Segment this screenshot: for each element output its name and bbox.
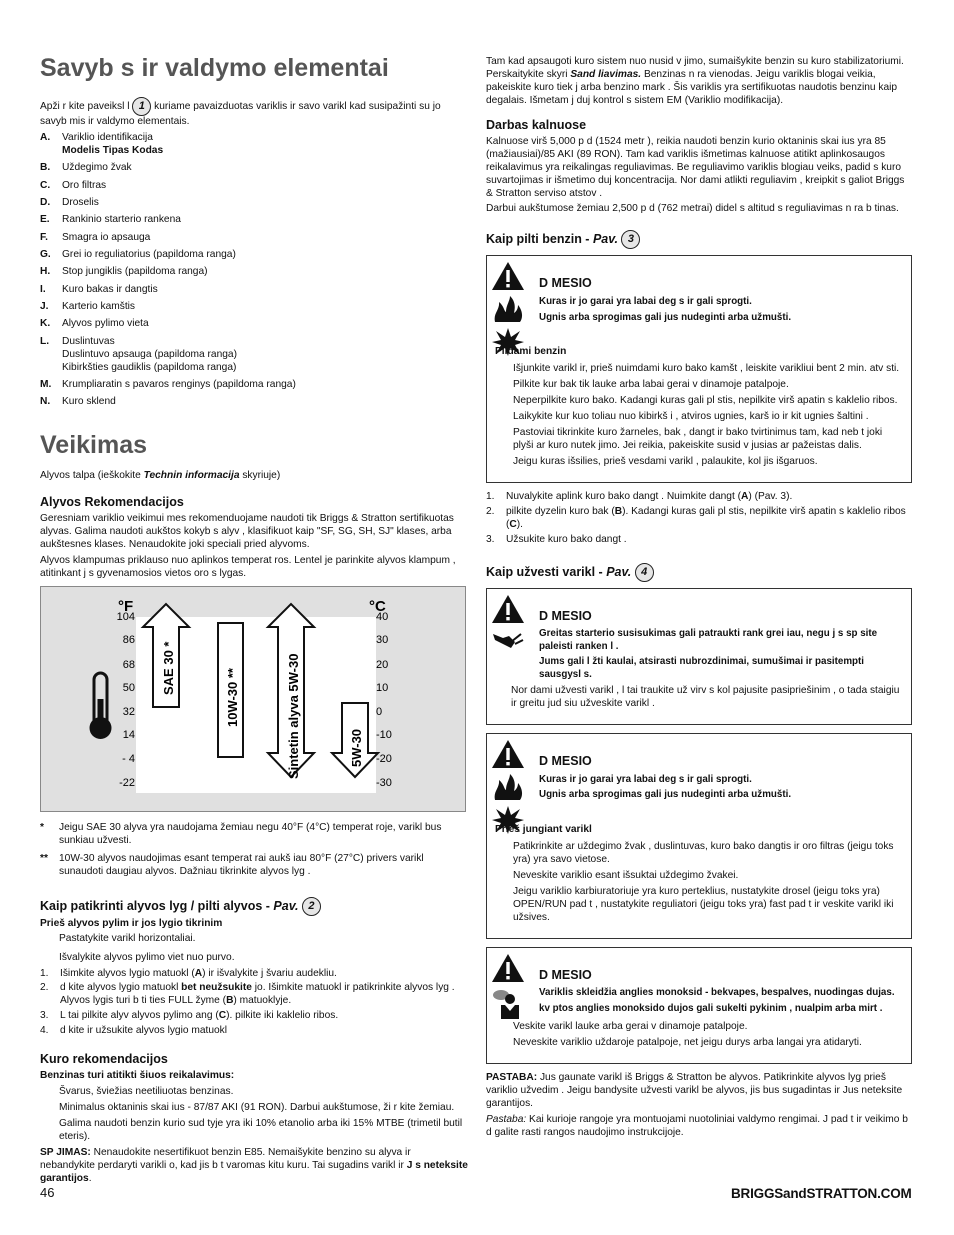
warning-title: D MESIO [539,967,592,982]
warning-item: Neveskite variklio uždaroje patalpoje, net jeigu durys arba langai yra atidaryti. [513,1037,862,1049]
heading-oil-recommendations: Alyvos Rekomendacijos [40,495,184,510]
oil-rec-paragraph-1: Geresniam variklio veikimui mes rekomenduojame naudoti tik Briggs & Stratton sertifikuotas alyvas. Galima naudoti aukštos kokyb s alyv , klasifikuot kaip "SF, SG, SH, SJ" klases, arba aukštesnes klases. Nenaudokite joki speciali pried alyvoms. [40,513,454,550]
feature-key: D. [40,196,51,208]
feature-key: J. [40,301,49,312]
feature-item [40,214,468,227]
heading-fuel-recommendations: Kuro rekomendacijos [40,1052,168,1067]
step-text: pilkite dyzelin kuro bak ( [506,505,615,517]
feature-item [40,162,468,175]
feature-key: E. [40,214,50,226]
oil-capacity-note: Alyvos talpa (ieškokite Technin informacija skyriuje) [40,470,281,482]
warning-item: Išjunkite varikl ir, prieš nuimdami kuro bako kamšt , leiskite varikliui bent 2 min. atv sti. [513,363,900,375]
warning-item: Laikykite kur kuo toliau nuo kibirkš i , atviros ugnies, karš io ir kit ugnies šaltini . [513,410,869,422]
warning-subheading: Pildami benzin [495,346,567,358]
oil-steps-list [40,968,468,1039]
warning-line-2: Ugnis arba sprogimas gali jus nudeginti arba užmušti. [539,311,792,323]
warning-title: D MESIO [539,276,592,291]
step-emphasis: A [194,967,203,979]
warning-item: Patikrinkite ar uždegimo žvak , duslintuvas, kuro bako dangtis ir oro filtras (jeigu toks yra) yra savo vietose. [513,840,894,865]
warning-triangle-icon [491,739,525,769]
feature-item [40,301,468,314]
tick-label: 50 [122,681,135,694]
features-intro: Apži r kite paveiksl l 1 kuriame pavaizduotas variklis ir savo varikl kad susipažinti su jo savyb mis ir valdymo elementais. [40,97,468,129]
oil-rec-paragraph-2: Alyvos klampumas priklauso nuo aplinkos temperat ros. Lentel je parinkite alyvos klampum , atitinkant j s gyvenamosios vietos oro s lygas. [40,554,456,579]
heading-fuel-fill: Kaip pilti benzin - Pav. 3 [486,230,912,249]
warning-line-2: Ugnis arba sprogimas gali jus nudeginti arba užmušti. [539,789,792,801]
warning-title: D MESIO [539,608,592,623]
fire-icon [491,773,525,801]
step-text: ) matuoklyje. [233,995,292,1007]
feature-item [40,379,468,392]
feature-item [40,284,468,297]
fuel-fill-steps [486,491,912,547]
fuel-req-1: Švarus, šviežias neetiliuotas benzinas. [59,1086,234,1098]
step-number: 3. [40,1010,49,1022]
tick-label: 14 [122,728,135,741]
warning-box-starter [486,588,912,726]
warning-item: Veskite varikl lauke arba gerai v dinamoje patalpoje. [513,1021,748,1033]
step-emphasis: A [741,490,749,502]
step-text: d kite alyvos lygio matuokl [60,982,182,994]
sae30-label: SAE 30 * [161,641,176,695]
oil-viscosity-chart [40,586,466,812]
feature-item [40,249,468,262]
feature-item [40,232,468,245]
warning-item: Pilkite kur bak tik lauke arba labai gerai v dinamoje patalpoje. [513,379,789,391]
step-number: 1. [486,490,495,502]
tick-label: -22 [119,776,135,789]
warning-triangle-icon [491,261,525,291]
feature-sub: Kibirkšties gaudiklis (papildoma ranga) [62,361,237,373]
step-number: 3. [486,533,495,545]
unit-fahrenheit: °F [118,597,134,615]
figure-ref-1: 1 [132,97,151,116]
feature-key: A. [40,131,51,143]
heading-start-engine: Kaip užvesti varikl - Pav. 4 [486,563,912,582]
feature-key: K. [40,318,51,330]
step-text: Išimkite alyvos lygio matuokl ( [60,967,195,979]
step-item [40,968,468,981]
footnote-text: 10W-30 alyvos naudojimas esant temperat rai aukš iau 80°F (27°C) privers varikl sunaudoti daugiau alyvos. Dažniau tikrinkite alyvos lyg . [59,852,424,877]
fuel-requirements: Benzinas turi atitikti šiuos reikalavimus: [40,1070,235,1082]
warning-triangle-icon [491,594,525,624]
tick-label: 40 [376,610,389,623]
feature-label: Grei io reguliatorius (papildoma ranga) [62,248,236,260]
tick-label: 104 [116,610,135,623]
step-emphasis: B [226,995,234,1007]
feature-label: Duslintuvas [62,335,115,347]
tick-label: 68 [122,658,135,671]
step-emphasis: C [509,518,517,530]
feature-label: Kuro bakas ir dangtis [62,283,158,295]
warning-triangle-icon [491,953,525,983]
warning-item: Jeigu kuras išsilies, prieš vesdami varikl , palaukite, kol jis išgaruos. [513,455,818,467]
feature-label: Krumpliaratin s pavaros renginys (papildoma ranga) [62,378,296,390]
feature-label: Karterio kamštis [62,301,136,312]
right-column [486,56,912,1143]
feature-item [40,180,468,193]
before-oil-heading: Prieš alyvos pylim ir jos lygio tikrinim [40,917,223,929]
step-text: L tai pilkite alyv alyvos pylimo ang ( [60,1010,219,1022]
step-text: ). [516,518,523,530]
tick-label: 0 [376,705,383,718]
feature-item [40,336,468,375]
feature-key: F. [40,231,48,243]
tick-label: -20 [376,752,392,765]
warning-item: Jeigu variklio karbiuratoriuje yra kuro perteklius, nustatykite drosel (jeigu toks yra) OPEN/RUN pad t , nustatykite reguliatori (jeigu toks yra) fast pad t ir veskite varikl iki užsives. [513,885,894,923]
feature-key: M. [40,378,52,390]
figure-ref-2: 2 [302,897,321,916]
footnote-text: Jeigu SAE 30 alyva yra naudojama žemiau negu 40°F (4°C) temperat roje, varikl bus sunkiau užvesti. [59,821,442,846]
step-emphasis: C [218,1010,227,1022]
feature-label: Alyvos pylimo vieta [62,318,149,330]
recoil-hand-icon [491,628,525,654]
step-item [40,982,468,1008]
step-emphasis: bet neužsukite [181,982,252,994]
unit-celsius: °C [369,597,386,615]
fuel-req-3: Galima naudoti benzin kurio sud tyje yra iki 10% etanolio arba iki 15% MTBE (trimetil butil eteris). [59,1118,463,1142]
warning-item: Pastoviai tikrinkite kuro žarneles, bak , dangt ir bako tvirtinimus tam, kad neb t joki plyši ar kuro nutek jimo. Jei reikia, pakeiskite susid v jusias ar pažeistas dalis. [513,426,883,451]
brand-url: BRIGGSandSTRATTON.COM [731,1186,912,1201]
tick-label: - 4 [122,752,135,765]
page-number: 46 [40,1185,55,1200]
fuel-req-2: Minimalus oktaninis skai ius - 87/87 AKI (91 RON). Darbui aukštumose, ži r kite žemiau. [59,1102,455,1114]
step-item [486,534,912,547]
warning-box-start-fuel [486,733,912,938]
feature-label: Droselis [62,196,99,208]
step-text: ). Kadangi kuras gali pl stis, nepilkite virš apatin s kaklelio ribos ( [506,505,906,530]
tick-label: 30 [376,633,389,646]
step-item [486,506,912,532]
warning-subheading: Prieš jungiant varikl [495,823,592,835]
warning-line-1: Kuras ir jo garai yra labai deg s ir gali sprogti. [539,774,752,785]
fuel-stabilizer-paragraph: Tam kad apsaugoti kuro sistem nuo nusid v jimo, sumaišykite benzin su kuro stabilizatoriumi. Perskaitykite skyri Sand liavimas. Benzinas n ra vienodas. Jeigu variklis blogai veikia, pakeiskite kuro tiek j arba benzino mark . Šis variklis yra sertifikuotas naudotis benzinu kaip degalais. Išmetam j duj kontrol s sistem EM (Variklio modifikacija). [486,56,904,106]
tick-label: 86 [122,633,135,646]
figure-ref-4: 4 [635,563,654,582]
warning-body: Nor dami užvesti varikl , l tai traukite už virv s kol pajusite pasipriešinim , o tada staigiu ir greitu jud siu užveskite varikl . [511,685,900,710]
toxic-fumes-icon [491,987,525,1021]
5w30-label: 5W-30 [349,728,364,767]
warning-title: D MESIO [539,754,592,769]
tick-label: 20 [376,658,389,671]
feature-sub: Duslintuvo apsauga (papildoma ranga) [62,348,237,360]
oil-notes [40,822,468,879]
10w30-label: 10W-30 ** [225,667,240,727]
step-emphasis: B [614,505,623,517]
footnote [40,853,468,879]
thermometer-icon [90,673,112,739]
altitude-paragraph-2: Darbui aukštumose žemiau 2,500 p d (762 metrai) didel s altitud s reguliavimas n ra b tinas. [486,203,899,215]
explosion-icon [491,327,525,357]
feature-item [40,318,468,331]
tick-label: -10 [376,728,392,741]
warning-line-2: kv ptos anglies monoksido dujos gali sukelti pykinim , nualpim arba mirt . [539,1002,883,1014]
note-no-oil: PASTABA: Jus gaunate varikl iš Briggs & Stratton be alyvos. Patikrinkite alyvos lyg prieš variklio užvedim . Jeigu bandysite užvesti varikl be alyvos, jis bus sugadintas ir Jus neteksite garantijos. [486,1072,903,1110]
step-item [486,491,912,504]
step-item [40,1025,468,1038]
footnote [40,822,468,848]
step-text: jo. Išimkite matuokl ir patikrinkite alyvos lyg . Alyvos lygis turi b ti ties FULL žyme ( [60,982,455,1007]
feature-label: Uždegimo žvak [62,162,132,174]
feature-item [40,197,468,210]
step-number: 4. [40,1025,49,1037]
warning-line-1: Variklis skleidžia anglies monoksid - bekvapes, bespalves, nuodingas dujas. [539,987,895,999]
before-oil-step-1: Pastatykite varikl horizontaliai. [59,932,196,944]
feature-key: B. [40,162,51,174]
warning-line-1: Greitas starterio susisukimas gali patraukti rank grei iau, negu j s sp site paleisti ranken l . [539,628,878,652]
feature-key: H. [40,266,51,278]
altitude-paragraph-1: Kalnuose virš 5,000 p d (1524 metr ), reikia naudoti benzin kurio oktaninis skai ius yra 85 (mažiausiai)/85 AKI (89 RON). Tam kad variklis išmetimas kalnuose atitikt aplinkosaugos reikalavimus yra reikalingas reguliavimas. Be reguliavimo variklis blogiau veiks, padid s kuro suvartojimas ir išmetimo duj koncentracija. Nor dami atlikti reguliavim , kreipkit s galiot Briggs & Stratton serviso atstov . [486,135,905,199]
features-list [40,132,468,409]
feature-label: Smagra io apsauga [62,231,151,243]
step-number: 2. [40,982,49,994]
step-text: ). pilkite iki kaklelio ribos. [226,1010,339,1022]
step-item [40,1010,468,1023]
step-text: d kite ir užsukite alyvos lygio matuokl [60,1025,228,1037]
section-title-operation: Veikimas [40,431,148,460]
feature-key: C. [40,179,51,191]
feature-sub: Modelis Tipas Kodas [62,144,164,156]
feature-item [40,132,468,158]
step-text: Nuvalykite aplink kuro bako dangt . Nuimkite dangt ( [506,490,741,502]
step-number: 1. [40,967,49,979]
feature-key: I. [40,283,46,295]
heading-high-altitude: Darbas kalnuose [486,117,587,132]
footnote-key: ** [40,852,48,864]
warning-line-1: Kuras ir jo garai yra labai deg s ir gali sprogti. [539,296,752,308]
tick-label: 10 [376,681,389,694]
synthetic-5w30-label: Sintetin alyva 5W-30 [286,653,301,779]
warning-line-2: Jums gali l žti kaulai, atsirasti nubrozdinimai, sumušimai ir pasitempti sausgysl s. [539,656,865,680]
fire-icon [491,295,525,323]
figure-ref-3: 3 [621,230,640,249]
feature-label: Stop jungiklis (papildoma ranga) [62,266,208,278]
feature-key: G. [40,248,51,260]
feature-item [40,266,468,279]
feature-label: Rankinio starterio rankena [62,214,181,226]
fuel-caution: SP JIMAS: Nenaudokite nesertifikuot benzin E85. Nemaišykite benzino su alyva ir nebandykite perdaryti varikli o, kad jis b t varomas kitu kuru. Tai sugadins varikl ir J s neteksite garantijos. [40,1146,468,1184]
feature-key: L. [40,335,50,347]
explosion-icon [491,805,525,835]
before-oil-step-2: Išvalykite alyvos pylimo viet nuo purvo. [59,951,235,963]
heading-check-oil: Kaip patikrinti alyvos lyg / pilti alyvos - Pav. 2 [40,897,468,916]
tick-label: 32 [122,705,135,718]
warning-box-carbon-monoxide [486,947,912,1065]
feature-label: Kuro sklend [62,396,116,408]
footnote-key: * [40,821,44,833]
warning-item: Neveskite variklio esant išsuktai uždegimo žvakei. [513,869,739,881]
feature-item [40,396,468,409]
left-column [40,52,468,1189]
feature-key: N. [40,396,51,408]
warning-box-fuel [486,255,912,482]
feature-label: Oro filtras [62,179,107,191]
step-text: Užsukite kuro bako dangt . [506,533,627,545]
note-remote-controls: Pastaba: Kai kurioje rangoje yra montuojami nuotoliniai valdymo rengimai. J pad t ir veikimo b d galite rasti rangos naudojimo instrukcijoje. [486,1114,908,1139]
step-number: 2. [486,505,495,517]
warning-item: Neperpilkite kuro bako. Kadangi kuras gali pl stis, nepilkite virš apatin s kaklelio ribos. [513,395,898,407]
tick-label: -30 [376,776,392,789]
step-text: ) ir išvalykite j švariu audekliu. [202,967,337,979]
step-text: ) (Pav. 3). [748,490,793,502]
section-title-features: Savyb s ir valdymo elementai [40,54,389,82]
feature-label: Variklio identifikacija [62,131,153,143]
